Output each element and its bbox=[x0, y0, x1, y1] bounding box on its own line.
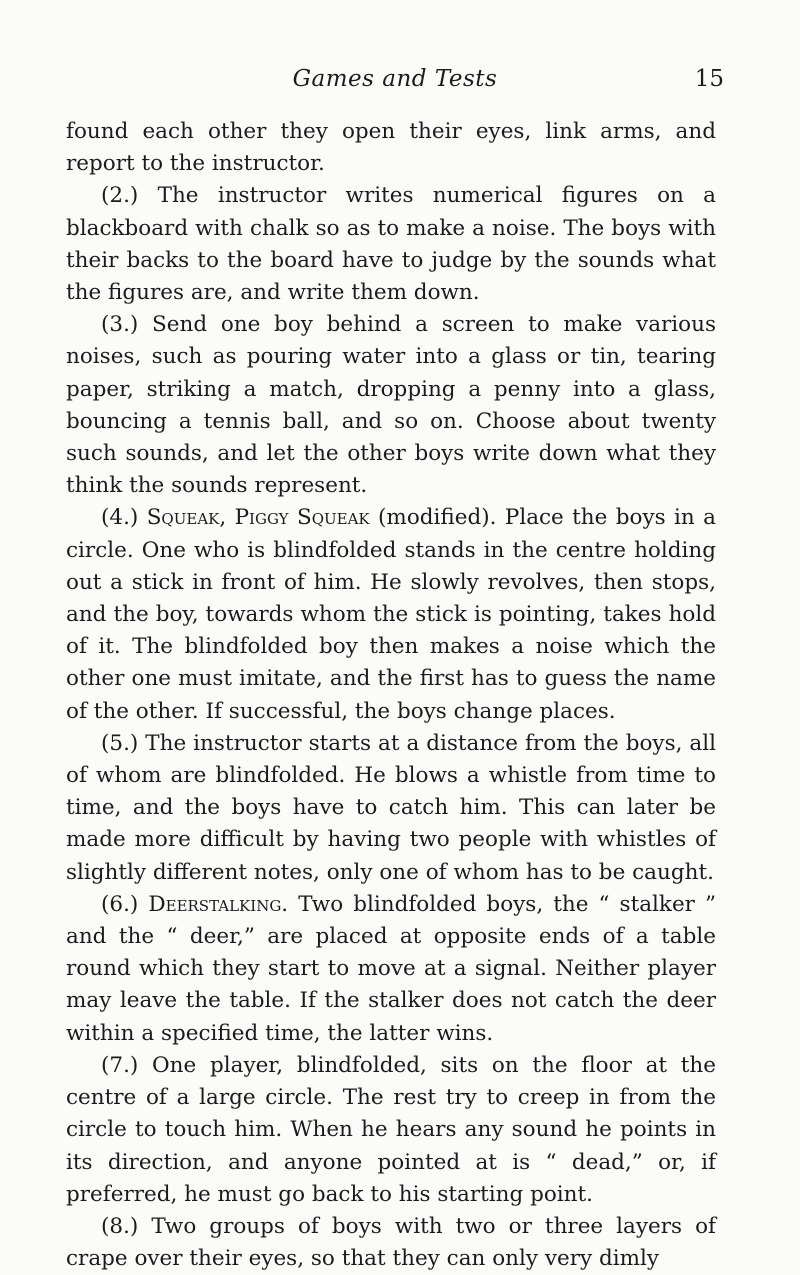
paragraph-2: (2.) The instructor writes numerical figures on a blackboard with chalk so as to make a noise. The boys with their backs to the board have to judge by the sounds what the figures are, and write them down. bbox=[66, 183, 716, 306]
paragraph-7: (7.) One player, blindfolded, sits on the floor at the centre of a large circle. The rest try to creep in from the circle to touch him. When he hears any sound he points in its direction, and anyone pointed at is “ dead,” or, if preferred, he must go back to his starting point. bbox=[66, 1052, 716, 1207]
item-number: (7.) bbox=[101, 1052, 139, 1078]
item-number: (3.) bbox=[101, 312, 139, 338]
paragraph-5: (5.) The instructor starts at a distance from the boys, all of whom are blindfolded. He blows a whistle from time to time, and the boys have to catch him. This can later be made more difficult by having two people with whistles of slightly different notes, only one of whom has to be caught. bbox=[66, 730, 716, 885]
paragraph-3: (3.) Send one boy behind a screen to make various noises, such as pouring water into a glass or tin, tearing paper, striking a match, dropping a penny into a glass, bouncing a tennis ball, and so on. Choose about twenty such sounds, and let the other boys write down what they think the sounds represent. bbox=[66, 312, 717, 499]
paragraph-continued: found each other they open their eyes, link arms, and report to the instructor. bbox=[66, 119, 716, 177]
paragraph-8: (8.) Two groups of boys with two or three layers of crape over their eyes, so that they can only very dimly bbox=[66, 1213, 716, 1272]
item-number: (6.) bbox=[101, 891, 139, 917]
item-number: (8.) bbox=[101, 1213, 139, 1239]
running-header bbox=[66, 66, 724, 102]
paragraph-6: (6.) Deerstalking. Two blindfolded boys, the “ stalker ” and the “ deer,” are placed at opposite ends of a table round which they start to move at a signal. Neither player may leave the table. If the stalker does not catch the deer within a specified time, the latter wins. bbox=[66, 891, 717, 1046]
item-number: (4.) bbox=[101, 505, 139, 531]
game-name: Squeak, Piggy Squeak bbox=[146, 505, 370, 531]
item-number: (5.) bbox=[101, 730, 139, 756]
body-text bbox=[66, 116, 716, 1275]
paragraph-4: (4.) Squeak, Piggy Squeak (modified). Place the boys in a circle. One who is blindfolded stands in the centre holding out a stick in front of him. He slowly revolves, then stops, and the boy, towards whom the stick is pointing, takes hold of it. The blindfolded boy then makes a noise which the other one must imitate, and the first has to guess the name of the other. If successful, the boys change places. bbox=[66, 505, 716, 724]
running-title: Games and Tests bbox=[292, 66, 498, 92]
game-name: Deerstalking. bbox=[148, 891, 289, 917]
item-number: (2.) bbox=[101, 183, 139, 209]
page-number: 15 bbox=[694, 66, 724, 92]
